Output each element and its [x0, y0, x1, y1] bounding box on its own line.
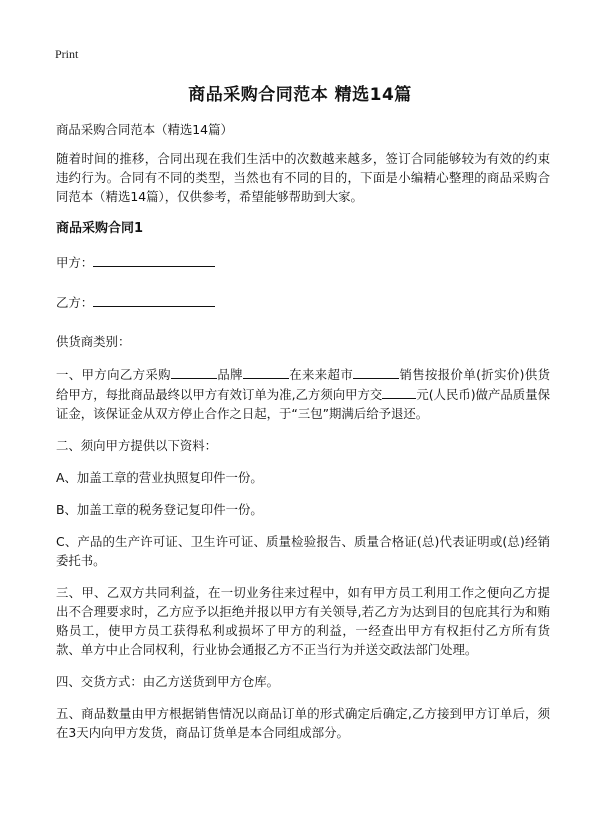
clause-1-text-e: 元(人民币)做产品质量保证金，该保证金从双方停止合作之日起，于“三包”期满后给予退还。 — [56, 387, 550, 421]
page-title: 商品采购合同范本 精选14篇 — [188, 85, 412, 105]
store-blank — [353, 364, 399, 379]
clause-1-text-b: 品牌 — [216, 367, 243, 382]
print-label: Print — [55, 47, 79, 61]
clause-5: 五、商品数量由甲方根据销售情况以商品订单的形式确定后确定,乙方接到甲方订单后，须在3天内向甲方发货，商品订货单是本合同组成部分。 — [56, 706, 550, 740]
clause-1-text-d: 销售按报价单(折实价)供货给甲方，每批商品最终以甲方有效订单为准,乙方须向甲方交 — [56, 367, 550, 402]
brand-blank — [171, 364, 217, 379]
document-body — [56, 120, 550, 755]
item-a: A、加盖工章的营业执照复印件一份。 — [56, 470, 263, 485]
party-a-line — [56, 252, 550, 272]
clause-3: 三、甲、乙双方共同利益，在一切业务往来过程中，如有甲方员工利用工作之便向乙方提出不合理要求时，乙方应予以拒绝并报以甲方有关领导,若乙方为达到目的包庇其行为和贿赂员工，使甲方员工获得私利或损坏了甲方的利益，一经查出甲方有权拒付乙方所有货款、单方中止合同权利，行业协会通报乙方不正当行为并送交政法部门处理。 — [56, 585, 550, 657]
item-c: C、产品的生产许可证、卫生许可证、质量检验报告、质量合格证(总)代表证明或(总)经销委托书。 — [56, 534, 550, 568]
party-a-label: 甲方： — [56, 255, 94, 270]
intro-paragraph: 随着时间的推移，合同出现在我们生活中的次数越来越多，签订合同能够较为有效的约束违约行为。合同有不同的类型，当然也有不同的目的，下面是小编精心整理的商品采购合同范本（精选14篇），仅供参考，希望能够帮助到大家。 — [56, 151, 550, 204]
clause-4: 四、交货方式：由乙方送货到甲方仓库。 — [56, 674, 280, 689]
party-b-line — [56, 292, 550, 312]
item-b: B、加盖工章的税务登记复印件一份。 — [56, 502, 263, 517]
deposit-blank — [382, 384, 416, 399]
contract-heading: 商品采购合同1 — [56, 221, 144, 236]
party-a-blank — [93, 252, 215, 267]
clause-1-text-a: 一、甲方向乙方采购 — [56, 367, 171, 382]
clause-2: 二、须向甲方提供以下资料： — [56, 438, 218, 453]
party-b-label: 乙方： — [56, 295, 94, 310]
intro-subtitle: 商品采购合同范本（精选14篇） — [56, 122, 233, 137]
brand-name-blank — [243, 364, 289, 379]
supplier-category: 供货商类别： — [56, 334, 131, 349]
party-b-blank — [93, 292, 215, 307]
clause-1-text-c: 在来来超市 — [288, 367, 354, 382]
clause-1 — [56, 364, 550, 423]
